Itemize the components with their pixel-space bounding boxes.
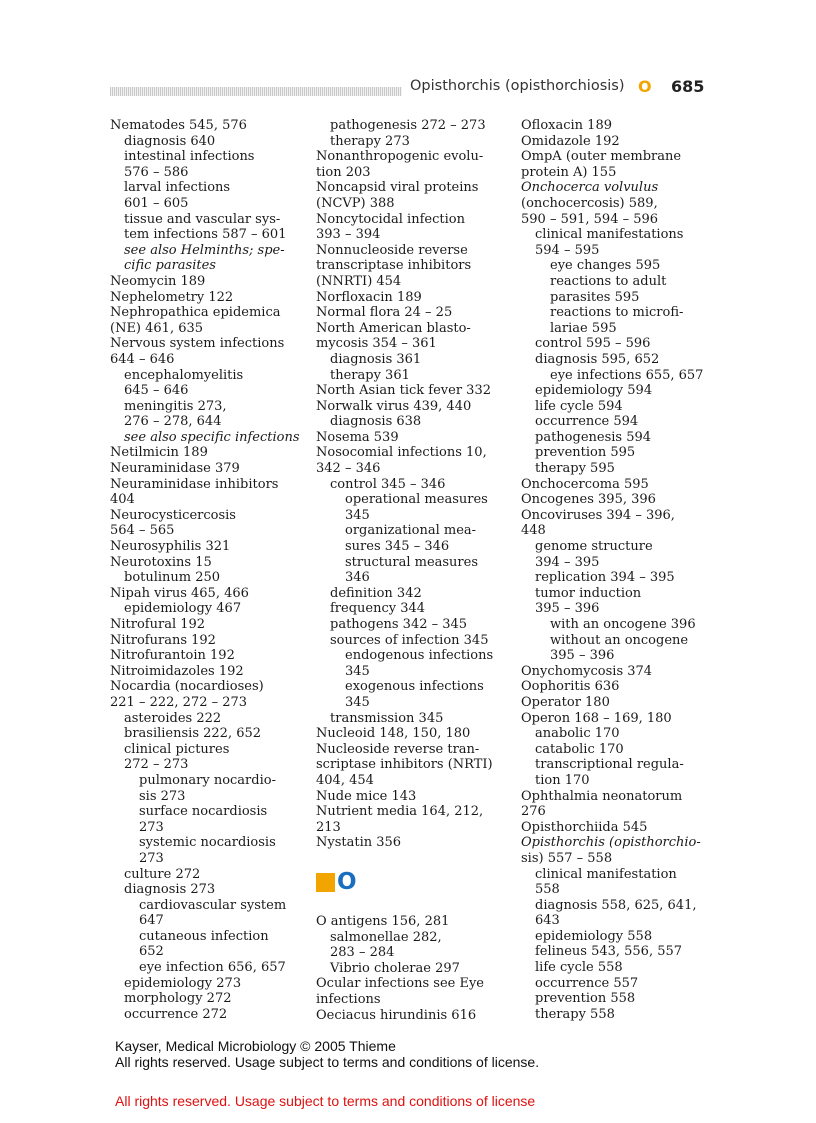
footer-copyright: Kayser, Medical Microbiology © 2005 Thieme <box>115 1038 396 1054</box>
index-entry: 644 – 646 <box>110 351 175 367</box>
index-entry: tion 203 <box>316 164 371 180</box>
index-entry: Nonanthropogenic evolu- <box>316 149 484 165</box>
index-entry: Norfloxacin 189 <box>316 289 422 305</box>
index-entry: lariae 595 <box>550 320 617 336</box>
index-entry: mycosis 354 – 361 <box>316 336 437 352</box>
index-entry: Neomycin 189 <box>110 273 206 289</box>
index-entry: prevention 558 <box>535 991 636 1007</box>
index-entry: epidemiology 594 <box>535 383 653 399</box>
index-entry: 276 – 278, 644 <box>124 414 222 430</box>
index-entry: pathogenesis 272 – 273 <box>330 118 486 133</box>
index-entry: eye infection 656, 657 <box>139 960 286 976</box>
index-entry: epidemiology 558 <box>535 928 653 944</box>
index-entry: reactions to microfi- <box>550 305 684 321</box>
index-entry: Onychomycosis 374 <box>521 663 653 679</box>
index-entry: pulmonary nocardio- <box>139 772 276 788</box>
index-entry: Noncytocidal infection <box>316 211 465 227</box>
index-entry: 283 – 284 <box>330 945 395 961</box>
index-entry: 645 – 646 <box>124 383 189 399</box>
index-entry: Onchocerca volvulus <box>521 180 659 196</box>
index-entry: clinical manifestation <box>535 866 677 882</box>
index-entry: structural measures <box>345 554 479 570</box>
index-entry: pathogens 342 – 345 <box>330 617 468 632</box>
index-entry: North Asian tick fever 332 <box>316 383 491 399</box>
index-entry: infections <box>316 992 381 1008</box>
index-entry: Opisthorchis (opisthorchio- <box>521 835 701 851</box>
index-entry: Netilmicin 189 <box>110 445 208 461</box>
index-entry: Oncogenes 395, 396 <box>521 492 656 508</box>
index-entry: exogenous infections <box>345 679 484 695</box>
index-entry: 601 – 605 <box>124 195 189 211</box>
index-entry: Norwalk virus 439, 440 <box>316 398 472 414</box>
index-entry: Oeciacus hirundinis 616 <box>316 1007 477 1023</box>
index-entry: Nocardia (nocardioses) <box>110 679 264 695</box>
index-entry: therapy 558 <box>535 1006 615 1022</box>
index-entry: prevention 595 <box>535 445 636 461</box>
section-heading <box>316 867 516 899</box>
index-entry: 394 – 395 <box>535 554 600 570</box>
index-entry: reactions to adult <box>550 273 667 289</box>
index-entry: Nitroimidazoles 192 <box>110 663 244 679</box>
index-entry: Nipah virus 465, 466 <box>110 585 249 601</box>
index-entry: diagnosis 361 <box>330 351 422 367</box>
index-entry: Neurosyphilis 321 <box>110 539 231 555</box>
index-entry: frequency 344 <box>330 601 426 617</box>
index-entry: Nosocomial infections 10, <box>316 445 487 461</box>
header-rule <box>110 87 402 96</box>
index-entry: (onchocercosis) 589, <box>521 195 658 211</box>
index-entry: therapy 273 <box>330 133 410 149</box>
index-entry: Nutrient media 164, 212, <box>316 804 484 820</box>
index-entry: 272 – 273 <box>124 757 189 773</box>
index-entry: cardiovascular system <box>139 897 287 913</box>
index-entry: protein A) 155 <box>521 164 617 180</box>
footer-rights: All rights reserved. Usage subject to terms and conditions of license. <box>115 1054 540 1070</box>
index-entry: 345 <box>345 507 370 523</box>
index-entry: Nematodes 545, 576 <box>110 118 247 133</box>
index-entry: 213 <box>316 819 341 835</box>
index-entry: 404 <box>110 492 135 508</box>
index-entry: with an oncogene 396 <box>550 617 696 632</box>
index-entry: scriptase inhibitors (NRTI) <box>316 757 493 773</box>
index-entry: eye infections 655, 657 <box>550 367 704 383</box>
index-entry: morphology 272 <box>124 991 232 1007</box>
index-entry: life cycle 558 <box>535 960 623 976</box>
index-entry: cutaneous infection <box>139 928 269 944</box>
index-entry: diagnosis 273 <box>124 882 216 898</box>
index-entry: Nitrofurans 192 <box>110 632 216 648</box>
index-entry: Vibrio cholerae 297 <box>330 960 460 976</box>
index-entry: control 345 – 346 <box>330 476 446 492</box>
index-entry: clinical manifestations <box>535 227 684 243</box>
index-entry: parasites 595 <box>550 289 640 305</box>
index-entry: Normal flora 24 – 25 <box>316 305 453 321</box>
index-entry: see also specific infections <box>124 429 300 445</box>
index-entry: systemic nocardiosis <box>139 835 276 851</box>
index-entry: Oncoviruses 394 – 396, <box>521 507 675 523</box>
index-entry: sis) 557 – 558 <box>521 850 613 866</box>
index-entry: larval infections <box>124 180 231 196</box>
index-entry: without an oncogene <box>550 632 689 648</box>
index-entry: 395 – 396 <box>535 601 600 617</box>
index-entry: Noncapsid viral proteins <box>316 180 479 196</box>
index-entry: Nucleoid 148, 150, 180 <box>316 726 471 742</box>
index-entry: culture 272 <box>124 866 201 882</box>
index-entry: definition 342 <box>330 585 422 601</box>
index-entry: 273 <box>139 850 164 866</box>
index-entry: 576 – 586 <box>124 164 189 180</box>
index-entry: tissue and vascular sys- <box>124 211 281 227</box>
index-entry: sis 273 <box>139 788 186 804</box>
index-entry: endogenous infections <box>345 648 494 664</box>
index-entry: 221 – 222, 272 – 273 <box>110 694 248 710</box>
index-entry: (NCVP) 388 <box>316 195 395 211</box>
index-entry: Ophthalmia neonatorum <box>521 788 683 804</box>
index-entry: 273 <box>139 819 164 835</box>
index-entry: Nosema 539 <box>316 429 399 445</box>
index-entry: OmpA (outer membrane <box>521 149 682 165</box>
index-entry: O antigens 156, 281 <box>316 914 450 930</box>
index-entry: 345 <box>345 694 370 710</box>
index-entry: transcriptase inhibitors <box>316 258 472 274</box>
index-entry: transcriptional regula- <box>535 757 684 773</box>
index-entry: occurrence 594 <box>535 414 639 430</box>
index-entry: sures 345 – 346 <box>345 539 450 555</box>
index-entry: Ofloxacin 189 <box>521 118 612 133</box>
index-entry: botulinum 250 <box>124 570 221 586</box>
index-entry: Onchocercoma 595 <box>521 476 649 492</box>
index-entry: genome structure <box>535 539 653 555</box>
index-entry: diagnosis 638 <box>330 414 422 430</box>
index-entry: North American blasto- <box>316 320 471 336</box>
running-header-letter: O <box>638 77 652 96</box>
page-number: 685 <box>671 77 705 96</box>
index-entry: 558 <box>535 882 560 898</box>
index-entry: meningitis 273, <box>124 398 227 414</box>
index-entry: Oophoritis 636 <box>521 679 620 695</box>
section-letter: O <box>337 869 357 895</box>
index-entry: Nonnucleoside reverse <box>316 242 468 258</box>
index-column-2 <box>316 118 516 1023</box>
index-column-3 <box>521 118 721 1022</box>
index-entry: 393 – 394 <box>316 227 381 243</box>
index-entry: felineus 543, 556, 557 <box>535 944 683 960</box>
index-entry: occurrence 557 <box>535 975 639 991</box>
index-entry: encephalomyelitis <box>124 367 244 383</box>
index-entry: life cycle 594 <box>535 398 623 414</box>
index-entry: cific parasites <box>124 258 216 274</box>
index-entry: surface nocardiosis <box>139 804 268 820</box>
index-entry: diagnosis 558, 625, 641, <box>535 897 697 913</box>
index-entry: Nephelometry 122 <box>110 289 234 305</box>
index-entry: 564 – 565 <box>110 523 175 539</box>
index-entry: eye changes 595 <box>550 258 661 274</box>
index-entry: 590 – 591, 594 – 596 <box>521 211 659 227</box>
index-entry: 448 <box>521 523 546 539</box>
index-entry: brasiliensis 222, 652 <box>124 726 262 742</box>
index-entry: Nude mice 143 <box>316 788 417 804</box>
index-entry: pathogenesis 594 <box>535 429 652 445</box>
index-entry: Nucleoside reverse tran- <box>316 741 480 757</box>
index-entry: occurrence 272 <box>124 1006 228 1022</box>
index-entry: Nervous system infections <box>110 336 285 352</box>
section-marker-square <box>316 873 335 892</box>
index-entry: salmonellae 282, <box>330 929 442 945</box>
index-entry: intestinal infections <box>124 149 255 165</box>
index-entry: Neuraminidase inhibitors <box>110 476 279 492</box>
index-entry: 345 <box>345 663 370 679</box>
index-entry: (NNRTI) 454 <box>316 273 402 289</box>
index-entry: therapy 361 <box>330 367 410 383</box>
index-entry: Neurotoxins 15 <box>110 554 212 570</box>
index-entry: 643 <box>535 913 560 929</box>
index-entry: 342 – 346 <box>316 461 381 477</box>
index-entry: diagnosis 595, 652 <box>535 351 660 367</box>
index-entry: Neurocysticercosis <box>110 507 236 523</box>
index-entry: operational measures <box>345 492 488 508</box>
index-entry: 647 <box>139 913 164 929</box>
index-entry: catabolic 170 <box>535 741 624 757</box>
index-entry: Nitrofurantoin 192 <box>110 648 235 664</box>
index-entry: epidemiology 467 <box>124 601 242 617</box>
index-entry: asteroides 222 <box>124 710 222 726</box>
index-entry: 594 – 595 <box>535 242 600 258</box>
index-entry: Opisthorchiida 545 <box>521 819 648 835</box>
index-entry: Operator 180 <box>521 694 610 710</box>
index-entry: Nystatin 356 <box>316 835 402 851</box>
index-entry: anabolic 170 <box>535 726 620 742</box>
index-entry: 276 <box>521 804 546 820</box>
index-entry: Neuraminidase 379 <box>110 461 240 477</box>
index-entry: 652 <box>139 944 164 960</box>
index-entry: tumor induction <box>535 585 642 601</box>
index-entry: transmission 345 <box>330 710 444 726</box>
index-entry: organizational mea- <box>345 523 477 539</box>
index-entry: Nitrofural 192 <box>110 617 206 632</box>
index-entry: clinical pictures <box>124 741 230 757</box>
index-entry: Nephropathica epidemica <box>110 305 281 321</box>
index-entry: epidemiology 273 <box>124 975 242 991</box>
index-entry: replication 394 – 395 <box>535 570 675 586</box>
index-entry: sources of infection 345 <box>330 632 489 648</box>
index-entry: (NE) 461, 635 <box>110 320 204 336</box>
index-entry: tion 170 <box>535 772 590 788</box>
index-entry: 395 – 396 <box>550 648 615 664</box>
index-entry: therapy 595 <box>535 461 615 477</box>
running-header-title: Opisthorchis (opisthorchiosis) <box>410 78 625 94</box>
index-entry: Operon 168 – 169, 180 <box>521 710 672 726</box>
index-entry: Omidazole 192 <box>521 133 620 149</box>
index-entry: 346 <box>345 570 370 586</box>
index-entry: tem infections 587 – 601 <box>124 227 287 243</box>
index-entry: Ocular infections see Eye <box>316 976 484 992</box>
footer-watermark: All rights reserved. Usage subject to terms and conditions of license <box>115 1093 536 1109</box>
index-column-1 <box>110 118 310 1022</box>
index-entry: 404, 454 <box>316 772 374 788</box>
index-entry: see also Helminths; spe- <box>124 242 285 258</box>
index-entry: diagnosis 640 <box>124 133 216 149</box>
index-entry: control 595 – 596 <box>535 336 651 352</box>
